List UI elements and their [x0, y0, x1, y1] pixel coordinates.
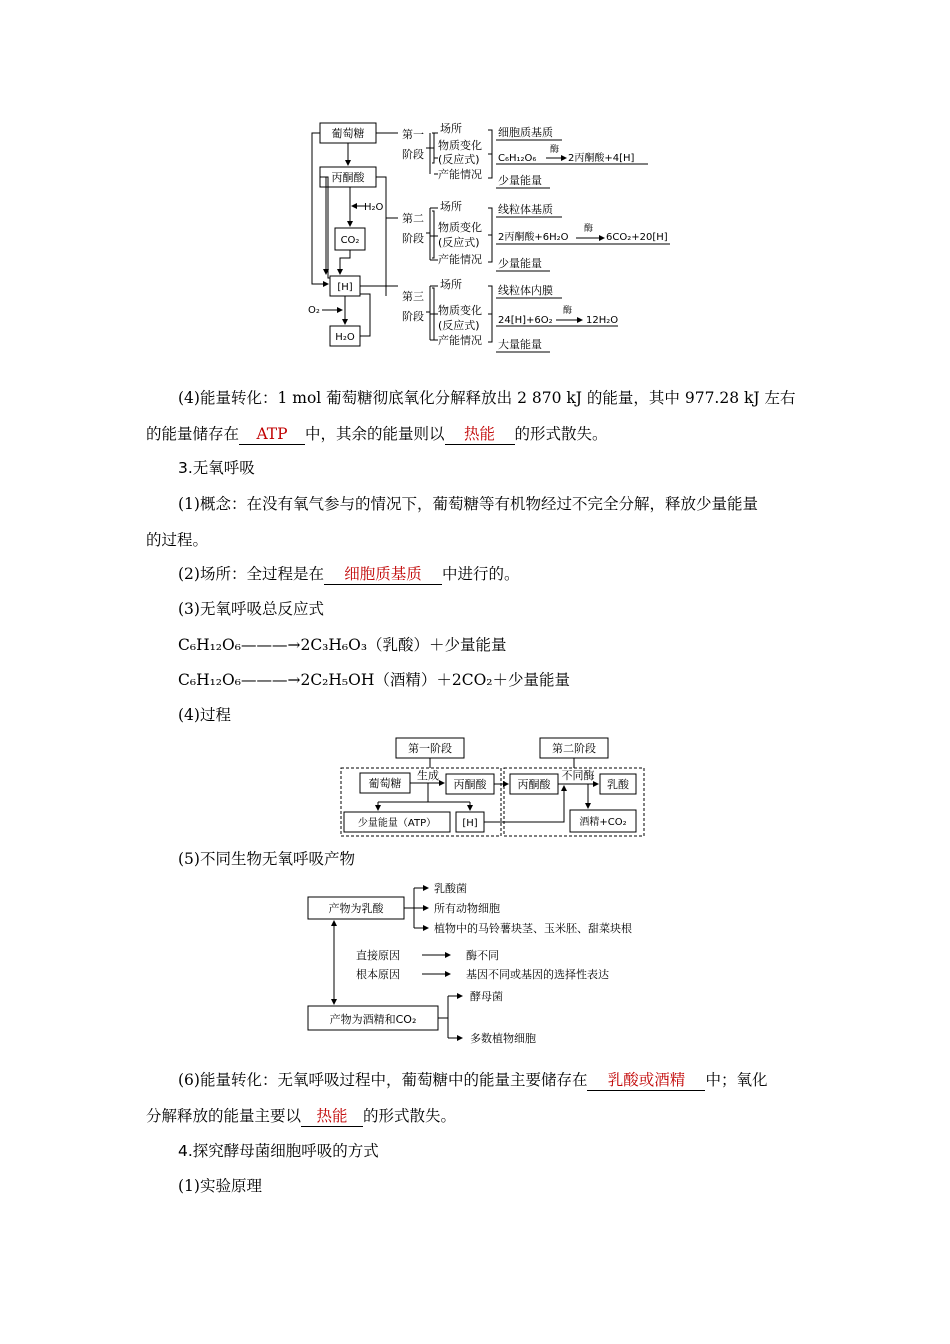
- s2-reaction-left: 2丙酮酸+6H₂O: [498, 232, 569, 243]
- energy-text-2: 的能量储存在: [146, 425, 240, 443]
- generate-text: 生成: [417, 769, 439, 782]
- alcohol-text: 酒精+CO₂: [579, 817, 627, 828]
- s2-energy-val: 少量能量: [498, 257, 542, 270]
- s3-energy-key: 产能情况: [438, 334, 482, 347]
- s3-reaction-right: 12H₂O: [586, 315, 619, 326]
- eq2-arrow: ———→: [240, 671, 301, 689]
- equation-alcohol: [178, 669, 570, 691]
- eq2-product: 2C₂H₅OH（酒精）＋2CO₂＋少量能量: [300, 671, 570, 689]
- pyruvate-text-2: 丙酮酸: [453, 778, 487, 791]
- h-text-2: [H]: [462, 818, 478, 829]
- s1-energy-val: 少量能量: [498, 174, 542, 187]
- lactic-text: 乳酸: [607, 778, 629, 791]
- lactic-product-text: 产物为乳酸: [328, 902, 384, 915]
- alcohol-item-2: 多数植物细胞: [470, 1032, 536, 1045]
- s3-place-key: 场所: [440, 278, 462, 291]
- co2-label: CO₂: [340, 235, 360, 246]
- anaerobic-process-diagram: [338, 736, 648, 840]
- answer-blank-heat: 热能: [445, 424, 515, 445]
- h2o-out-label: H₂O: [335, 332, 355, 343]
- a6-prefix: (6)能量转化：无氧呼吸过程中，葡萄糖中的能量主要储存在: [178, 1071, 588, 1089]
- concept-line-1: (1)概念：在没有氧气参与的情况下，葡萄糖等有机物经过不完全分解，释放少量能量: [178, 495, 758, 513]
- a6-line2-prefix: 分解释放的能量主要以: [146, 1107, 302, 1125]
- s2-enzyme: 酶: [584, 224, 594, 234]
- s2-reaction-right: 6CO₂+20[H]: [606, 232, 668, 243]
- stage2-label-a: 第二: [402, 212, 424, 225]
- equation-lactic: [178, 634, 507, 656]
- s2-change-key: 物质变化: [438, 221, 482, 234]
- s1-place-val: 细胞质基质: [498, 126, 553, 139]
- eq2-reactant: C₆H₁₂O₆: [178, 671, 241, 689]
- glucose-label: 葡萄糖: [331, 127, 365, 140]
- place-line: [178, 563, 519, 585]
- anaerobic-products-diagram: [304, 878, 684, 1048]
- process-heading: (4)过程: [178, 706, 231, 724]
- eq1-product: 2C₃H₆O₃（乳酸）＋少量能量: [300, 636, 507, 654]
- anaerobic-energy-line2: [146, 1098, 806, 1134]
- pyruvate-label: 丙酮酸: [331, 171, 365, 184]
- stage1-text: 第一阶段: [408, 742, 452, 755]
- stage1-label-b: 阶段: [402, 148, 424, 161]
- anaerobic-diagram-svg: [338, 736, 648, 840]
- a6-suffix: 的形式散失。: [363, 1107, 457, 1125]
- lactic-item-3: 植物中的马铃薯块茎、玉米胚、甜菜块根: [434, 922, 632, 935]
- s2-change-key2: (反应式): [438, 236, 480, 249]
- s3-place-val: 线粒体内膜: [498, 284, 553, 297]
- concept-paragraph-line2: [146, 522, 806, 558]
- stage3-label-b: 阶段: [402, 310, 424, 323]
- root-cause-val: 基因不同或基因的选择性表达: [466, 968, 609, 981]
- products-diagram-svg: [304, 878, 684, 1048]
- place-suffix: 中进行的。: [441, 565, 520, 583]
- s1-change-key2: (反应式): [438, 153, 480, 166]
- stage3-label-a: 第三: [402, 290, 424, 303]
- stage1-label-a: 第一: [402, 128, 424, 141]
- energy-text: 少量能量（ATP）: [357, 818, 437, 829]
- s1-enzyme: 酶: [550, 145, 560, 155]
- diff-enzyme-text: 不同酶: [561, 769, 595, 782]
- concept-paragraph: [146, 486, 806, 522]
- answer-blank-heat-2: 热能: [301, 1106, 363, 1127]
- h-label: [H]: [337, 282, 353, 293]
- anaerobic-energy-paragraph: [146, 1062, 806, 1098]
- s2-place-val: 线粒体基质: [498, 203, 553, 216]
- place-prefix: (2)场所：全过程是在: [178, 565, 324, 583]
- reaction-heading: (3)无氧呼吸总反应式: [178, 600, 324, 618]
- energy-text-4: 的形式散失。: [514, 425, 608, 443]
- energy-paragraph: [146, 380, 806, 416]
- energy-paragraph-line2: [146, 416, 806, 452]
- eq1-arrow: ———→: [240, 636, 301, 654]
- lactic-item-2: 所有动物细胞: [434, 902, 500, 915]
- s3-energy-val: 大量能量: [498, 338, 542, 351]
- stage2-label-b: 阶段: [402, 232, 424, 245]
- answer-blank-lactic-alcohol: 乳酸或酒精: [587, 1070, 705, 1091]
- s1-change-key: 物质变化: [438, 139, 482, 152]
- s1-reaction-left: C₆H₁₂O₆: [498, 153, 537, 164]
- pyruvate-text-3: 丙酮酸: [517, 778, 551, 791]
- s3-change-key: 物质变化: [438, 304, 482, 317]
- aerobic-diagram-svg: [300, 118, 680, 358]
- products-heading: (5)不同生物无氧呼吸产物: [178, 850, 355, 868]
- aerobic-respiration-diagram: [300, 118, 680, 358]
- answer-blank-atp: ATP: [239, 424, 305, 445]
- heading-anaerobic: 3.无氧呼吸: [178, 459, 255, 477]
- direct-cause-val: 酶不同: [466, 949, 499, 962]
- lactic-item-1: 乳酸菌: [434, 882, 467, 895]
- s1-energy-key: 产能情况: [438, 168, 482, 181]
- stage2-text: 第二阶段: [552, 742, 596, 755]
- direct-cause-text: 直接原因: [356, 949, 400, 962]
- s1-reaction-right: 2丙酮酸+4[H]: [568, 153, 635, 164]
- heading-yeast: 4.探究酵母菌细胞呼吸的方式: [178, 1142, 379, 1160]
- s3-enzyme: 酶: [563, 306, 573, 316]
- h2o-in-label: H₂O: [364, 202, 384, 213]
- s3-change-key2: (反应式): [438, 319, 480, 332]
- alcohol-product-text: 产物为酒精和CO₂: [329, 1013, 417, 1026]
- a6-mid: 中；氧化: [705, 1071, 768, 1089]
- alcohol-item-1: 酵母菌: [470, 990, 503, 1003]
- s1-place-key: 场所: [440, 122, 462, 135]
- energy-text-1: (4)能量转化：1 mol 葡萄糖彻底氧化分解释放出 2 870 kJ 的能量，其中 977.28 kJ 左右: [178, 389, 796, 407]
- s2-place-key: 场所: [440, 200, 462, 213]
- concept-line-2: 的过程。: [146, 531, 209, 549]
- root-cause-text: 根本原因: [356, 968, 400, 981]
- o2-label: O₂: [308, 305, 320, 316]
- eq1-reactant: C₆H₁₂O₆: [178, 636, 241, 654]
- s3-reaction-left: 24[H]+6O₂: [498, 315, 553, 326]
- glucose-text-2: 葡萄糖: [368, 777, 402, 790]
- s2-energy-key: 产能情况: [438, 253, 482, 266]
- principle-heading: (1)实验原理: [178, 1177, 262, 1195]
- answer-blank-cytoplasm: 细胞质基质: [324, 564, 442, 585]
- energy-text-3: 中，其余的能量则以: [305, 425, 445, 443]
